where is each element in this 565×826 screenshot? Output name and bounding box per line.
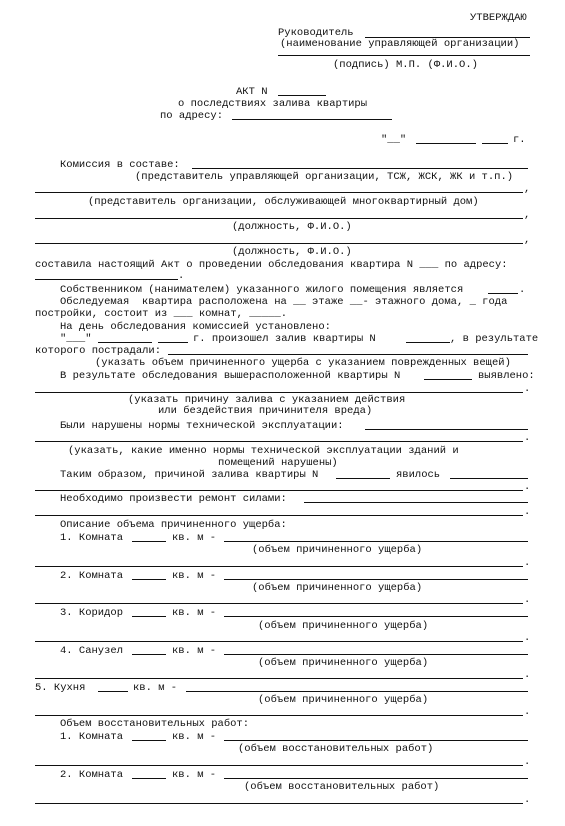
restore-volume-line[interactable] [224,740,528,741]
period: . [524,706,531,718]
damage-item-caption: (объем причиненного ущерба) [252,582,423,594]
body-line-5: На день обследования комиссией установлено: [60,321,331,333]
damage-volume-line[interactable] [224,579,528,580]
flood-year-line[interactable] [158,342,188,343]
damage-title: Описание объема причиненного ущерба: [60,519,287,531]
date-year-suffix: г. [513,134,526,146]
flood-apt-line[interactable] [406,342,450,343]
owner-label: Собственником (нанимателем) указанного жилого помещения является [60,284,464,296]
restore-item-caption: (объем восстановительных работ) [238,743,434,755]
damage-item-unit: кв. м - [172,645,217,657]
address-label: по адресу: [160,110,224,122]
restore-title: Объем восстановительных работ: [60,718,250,730]
damage-item-caption: (объем причиненного ущерба) [258,694,429,706]
signature-line[interactable] [278,55,530,56]
commission-line-2[interactable] [35,192,523,193]
damage-item-caption: (объем причиненного ущерба) [252,544,423,556]
damage-extra-line[interactable] [35,603,523,604]
act-subject: о последствиях залива квартиры [178,98,368,110]
address-fill-line[interactable] [35,279,178,280]
period: . [524,383,531,395]
damage-item-label: 2. Комната [60,570,124,582]
period: . [524,481,531,493]
damage-item-caption: (объем причиненного ущерба) [258,657,429,669]
above-apt-line[interactable] [424,379,472,380]
norms-line-1[interactable] [365,429,528,430]
restore-area-line[interactable] [132,778,166,779]
restore-extra-line[interactable] [35,803,523,804]
restore-item-unit: кв. м - [172,769,217,781]
date-year-line[interactable] [482,143,508,144]
norms-label: Были нарушены нормы технической эксплуатации: [60,420,344,432]
flood-text: г. произошел залив квартиры N [193,333,376,345]
damage-extra-line[interactable] [35,715,523,716]
commission-line-3[interactable] [35,218,523,219]
damaged-label: которого пострадали: [35,345,162,357]
commission-line-1[interactable] [192,168,528,169]
damage-area-line[interactable] [132,654,166,655]
period: . [524,756,531,768]
damage-item-label: 5. Кухня [35,682,86,694]
damage-item-label: 3. Коридор [60,607,124,619]
period: . [524,794,531,806]
flood-result: , в результате [450,333,539,345]
conclusion-line-1[interactable] [450,478,528,479]
head-label: Руководитель [278,27,354,39]
conclusion-was: явилось [396,469,441,481]
repair-label: Необходимо произвести ремонт силами: [60,493,287,505]
address-line[interactable] [232,119,392,120]
org-caption: (наименование управляющей организации) [280,38,520,50]
revealed-label: выявлено: [478,370,535,382]
damage-area-line[interactable] [132,579,166,580]
commission-caption-3: (должность, Ф.И.О.) [232,221,352,233]
restore-item-unit: кв. м - [172,731,217,743]
norms-caption-1: (указать, какие именно нормы технической эксплуатации зданий и [68,445,459,457]
cause-line[interactable] [35,392,523,393]
body-line-3: Обследуемая квартира расположена на __ этаже __- этажного дома, _ года [60,296,508,308]
act-number-line[interactable] [278,95,326,96]
restore-item-label: 2. Комната [60,769,124,781]
damage-area-line[interactable] [132,616,166,617]
cause-caption-2: или бездействия причинителя вреда) [158,405,373,417]
body-line-1: составила настоящий Акт о проведении обследования квартира N ___ по адресу: [35,259,508,271]
period: . [524,669,531,681]
repair-line-2[interactable] [35,515,523,516]
date-month-line[interactable] [416,143,476,144]
damage-item-caption: (объем причиненного ущерба) [258,620,429,632]
damage-area-line[interactable] [132,541,166,542]
date-day: "__" [381,134,407,146]
owner-line[interactable] [488,293,518,294]
comma: , [524,183,531,195]
damage-item-unit: кв. м - [172,607,217,619]
cause-caption-1: (указать причину залива с указанием действия [128,394,406,406]
period: . [519,284,526,296]
damage-volume-line[interactable] [224,541,528,542]
period: . [524,506,531,518]
flood-date: "___" [60,333,92,345]
restore-volume-line[interactable] [224,778,528,779]
comma: , [524,234,531,246]
conclusion-apt-line[interactable] [336,478,390,479]
commission-line-4[interactable] [35,243,523,244]
period: . [524,632,531,644]
period: . [524,557,531,569]
damage-volume-line[interactable] [224,654,528,655]
damage-volume-line[interactable] [186,691,528,692]
approval-title: УТВЕРЖДАЮ [470,12,527,24]
damage-item-label: 4. Санузел [60,645,124,657]
damaged-caption: (указать объем причиненного ущерба с указанием поврежденных вещей) [95,357,511,369]
conclusion-label: Таким образом, причиной залива квартиры N [60,469,319,481]
act-number-label: АКТ N [236,86,268,98]
period: . [524,594,531,606]
restore-item-label: 1. Комната [60,731,124,743]
norms-line-2[interactable] [35,441,523,442]
above-apt-label: В результате обследования вышерасположенной квартиры N [60,370,401,382]
signature-caption: (подпись) М.П. (Ф.И.О.) [333,59,478,71]
damage-extra-line[interactable] [35,678,523,679]
restore-extra-line[interactable] [35,765,523,766]
damaged-line[interactable] [168,354,528,355]
comma: , [524,209,531,221]
flood-month-line[interactable] [98,342,152,343]
damage-extra-line[interactable] [35,566,523,567]
damage-area-line[interactable] [98,691,128,692]
damage-extra-line[interactable] [35,641,523,642]
period: . [524,432,531,444]
restore-item-caption: (объем восстановительных работ) [244,781,440,793]
repair-line-1[interactable] [304,502,528,503]
commission-caption-1: (представитель управляющей организации, ТСЖ, ЖСК, ЖК и т.п.) [135,171,514,183]
restore-area-line[interactable] [132,740,166,741]
commission-caption-4: (должность, Ф.И.О.) [232,246,352,258]
norms-caption-2: помещений нарушены) [218,457,338,469]
body-line-4: постройки, состоит из ___ комнат, _____. [35,308,288,320]
damage-item-unit: кв. м - [172,570,217,582]
commission-caption-2: (представитель организации, обслуживающей многоквартирный дом) [88,196,479,208]
commission-label: Комиссия в составе: [60,159,180,171]
conclusion-line-2[interactable] [35,490,523,491]
damage-item-unit: кв. м - [133,682,178,694]
damage-item-unit: кв. м - [172,532,217,544]
damage-item-label: 1. Комната [60,532,124,544]
period: . [178,270,185,282]
damage-volume-line[interactable] [224,616,528,617]
